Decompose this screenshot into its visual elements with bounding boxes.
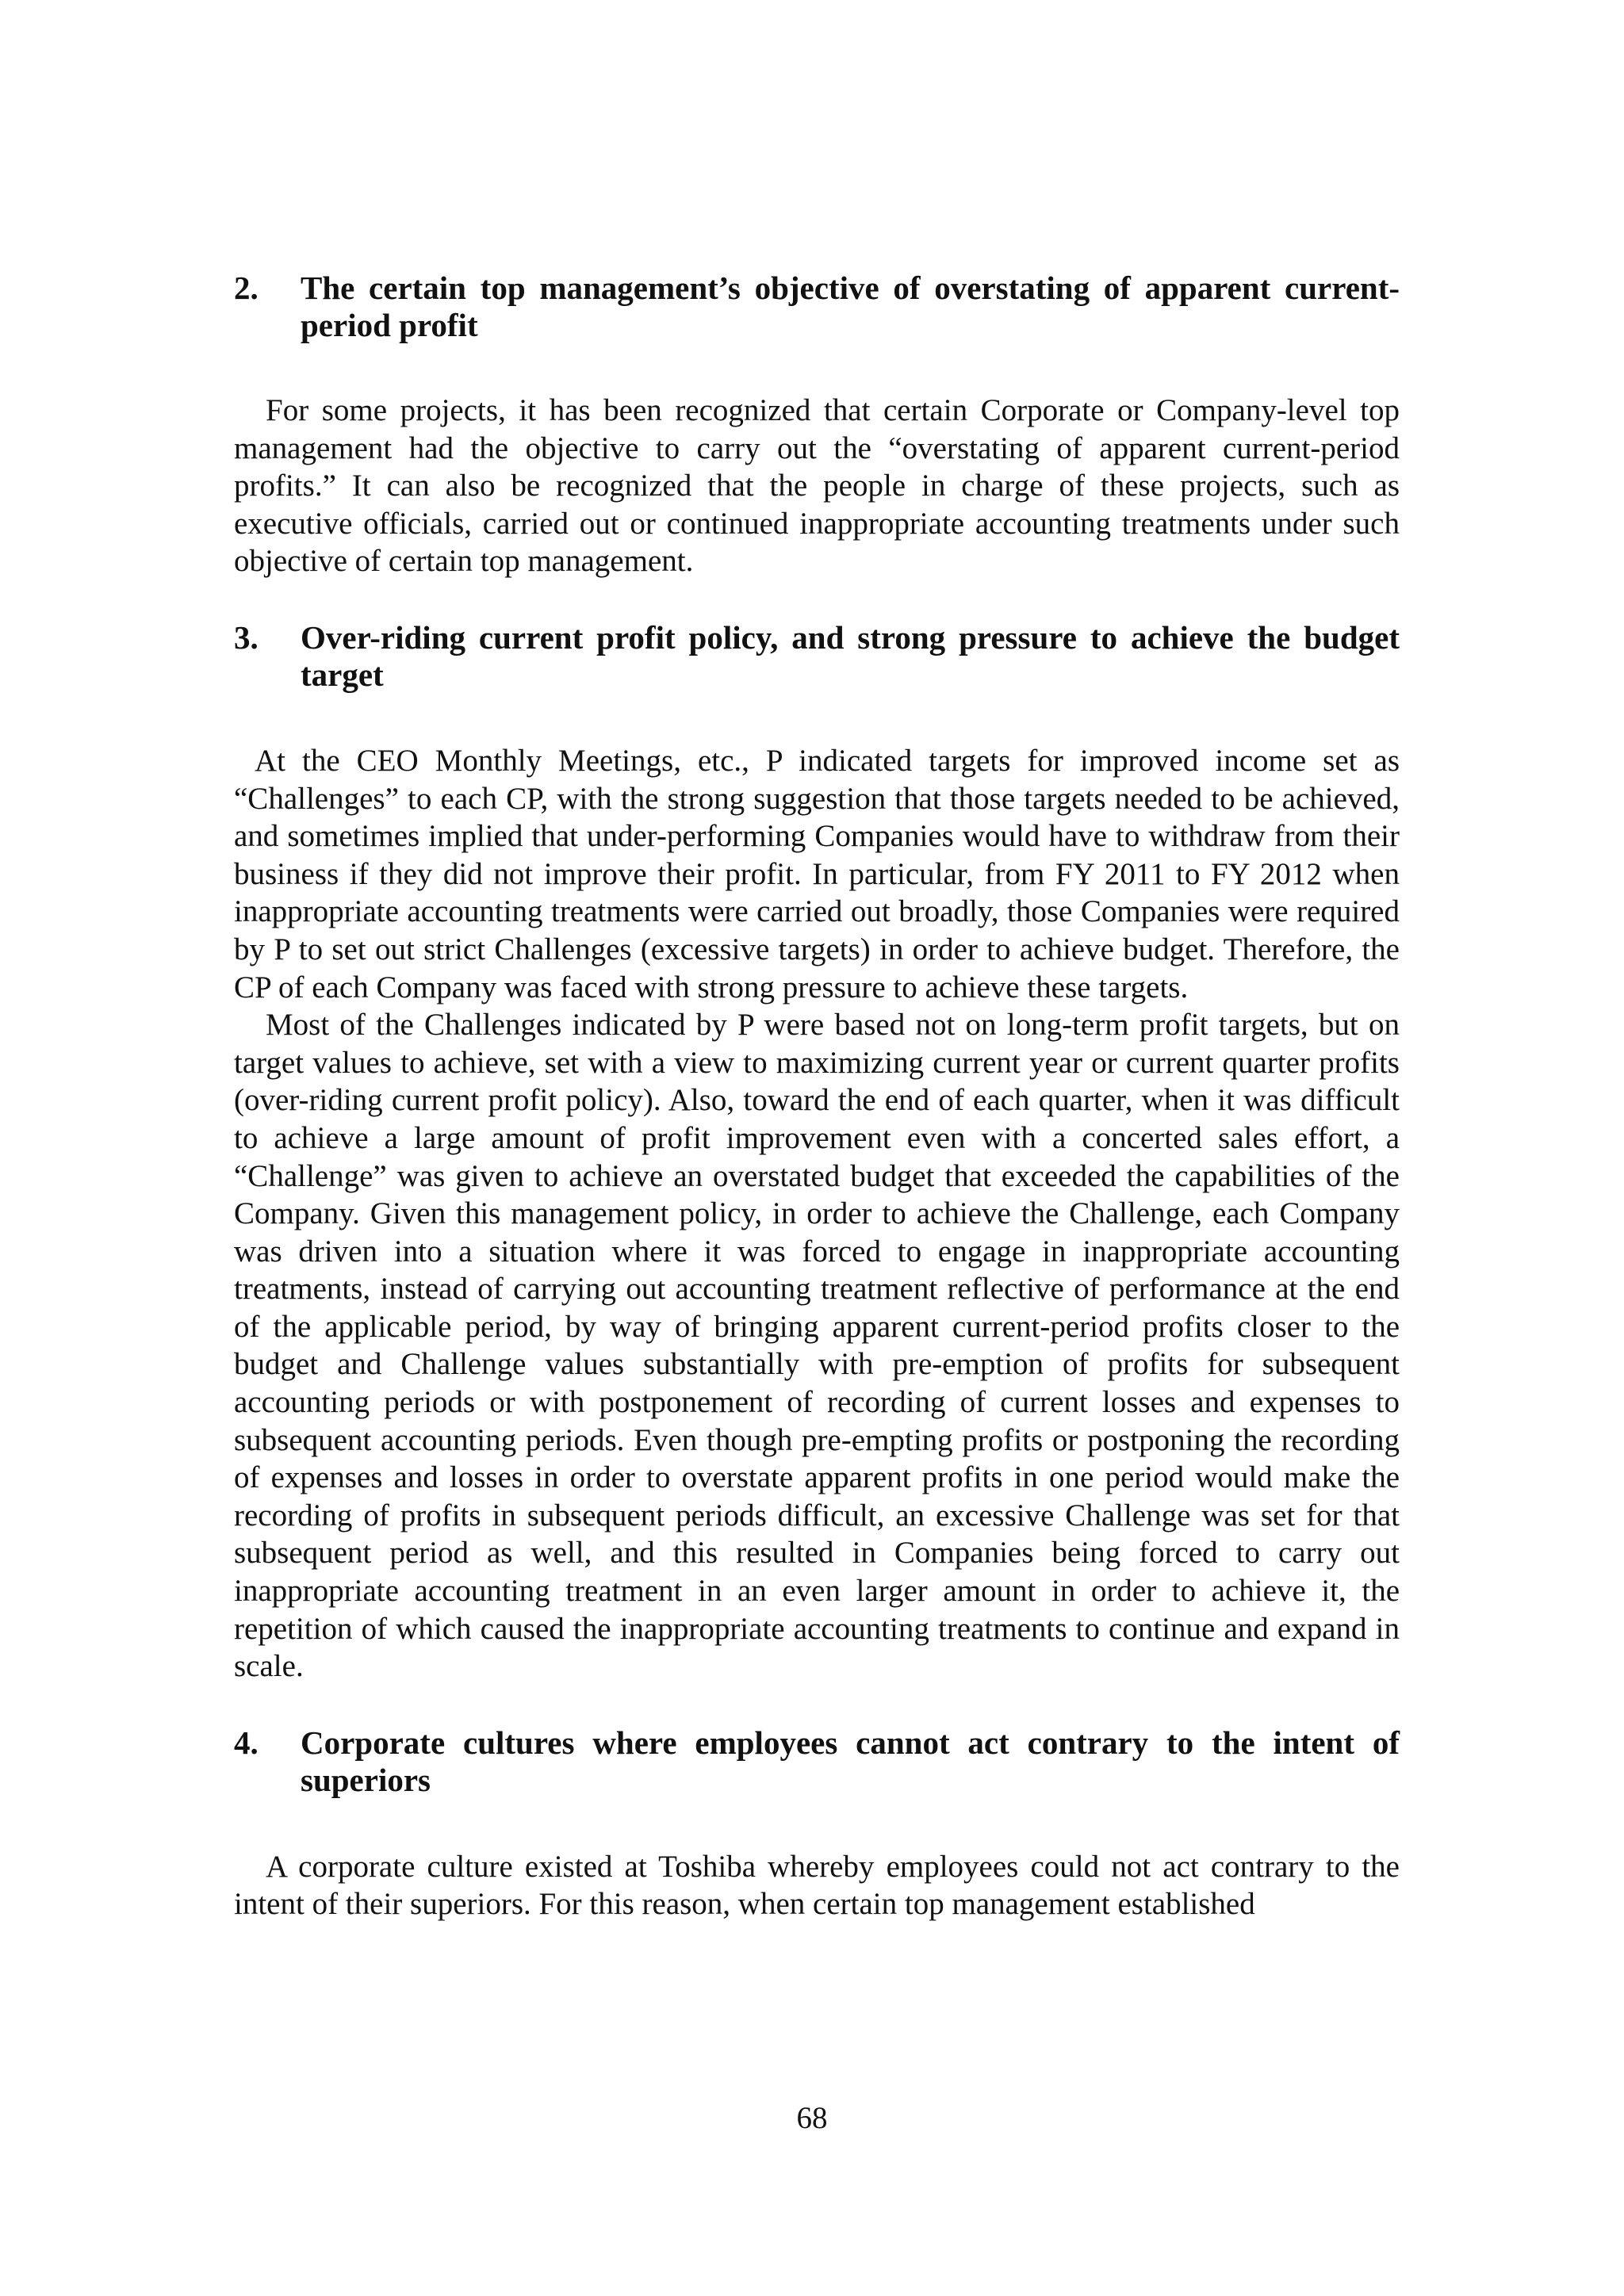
section-2-heading <box>234 270 1400 344</box>
section-2-paragraph-1: For some projects, it has been recognized that certain Corporate or Company-level top management had the objective to carry out the “overstating of apparent current-period profits.” It can also be recognized that the people in charge of these projects, such as executive officials, carried out or continued inappropriate accounting treatments under such objective of certain top management. <box>234 393 1400 579</box>
section-3-title: Over-riding current profit policy, and strong pressure to achieve the budget target <box>301 618 1400 693</box>
section-2-title: The certain top management’s objective of overstating of apparent current-period profit <box>301 270 1400 343</box>
section-4-number: 4. <box>234 1724 259 1761</box>
section-3-paragraph-1: At the CEO Monthly Meetings, etc., P indicated targets for improved income set as “Challenges” to each CP, with the strong suggestion that those targets needed to be achieved, and sometimes implied that under-performing Companies would have to withdraw from their business if they did not improve their profit. In particular, from FY 2011 to FY 2012 when inappropriate accounting treatments were carried out broadly, those Companies were required by P to set out strict Challenges (excessive targets) in order to achieve budget. Therefore, the CP of each Company was faced with strong pressure to achieve these targets. <box>234 743 1400 1004</box>
section-4-heading <box>234 1724 1400 1799</box>
section-3-paragraph-2: Most of the Challenges indicated by P were based not on long-term profit targets, but on target values to achieve, set with a view to maximizing current year or current quarter profits (over-riding current profit policy). Also, toward the end of each quarter, when it was difficult to achieve a large amount of profit improvement even with a concerted sales effort, a “Challenge” was given to achieve an overstated budget that exceeded the capabilities of the Company. Given this management policy, in order to achieve the Challenge, each Company was driven into a situation where it was forced to engage in inappropriate accounting treatments, instead of carrying out accounting treatment reflective of performance at the end of the applicable period, by way of bringing apparent current-period profits closer to the budget and Challenge values substantially with pre-emption of profits for subsequent accounting periods or with postponement of recording of current losses and expenses to subsequent accounting periods. Even though pre-empting profits or postponing the recording of expenses and losses in order to overstate apparent profits in one period would make the recording of profits in subsequent periods difficult, an excessive Challenge was set for that subsequent period as well, and this resulted in Companies being forced to carry out inappropriate accounting treatment in an even larger amount in order to achieve it, the repetition of which caused the inappropriate accounting treatments to continue and expand in scale. <box>234 1008 1400 1684</box>
section-2-number: 2. <box>234 270 259 306</box>
section-4-title: Corporate cultures where employees cannot act contrary to the intent of superiors <box>301 1724 1400 1798</box>
section-3-heading <box>234 619 1400 694</box>
page-number: 68 <box>796 2101 828 2135</box>
section-4-paragraph-1: A corporate culture existed at Toshiba whereby employees could not act contrary to the intent of their superiors. For this reason, when certain top management established <box>234 1849 1400 1922</box>
section-3-number: 3. <box>234 618 259 656</box>
document-body <box>234 270 1400 1923</box>
